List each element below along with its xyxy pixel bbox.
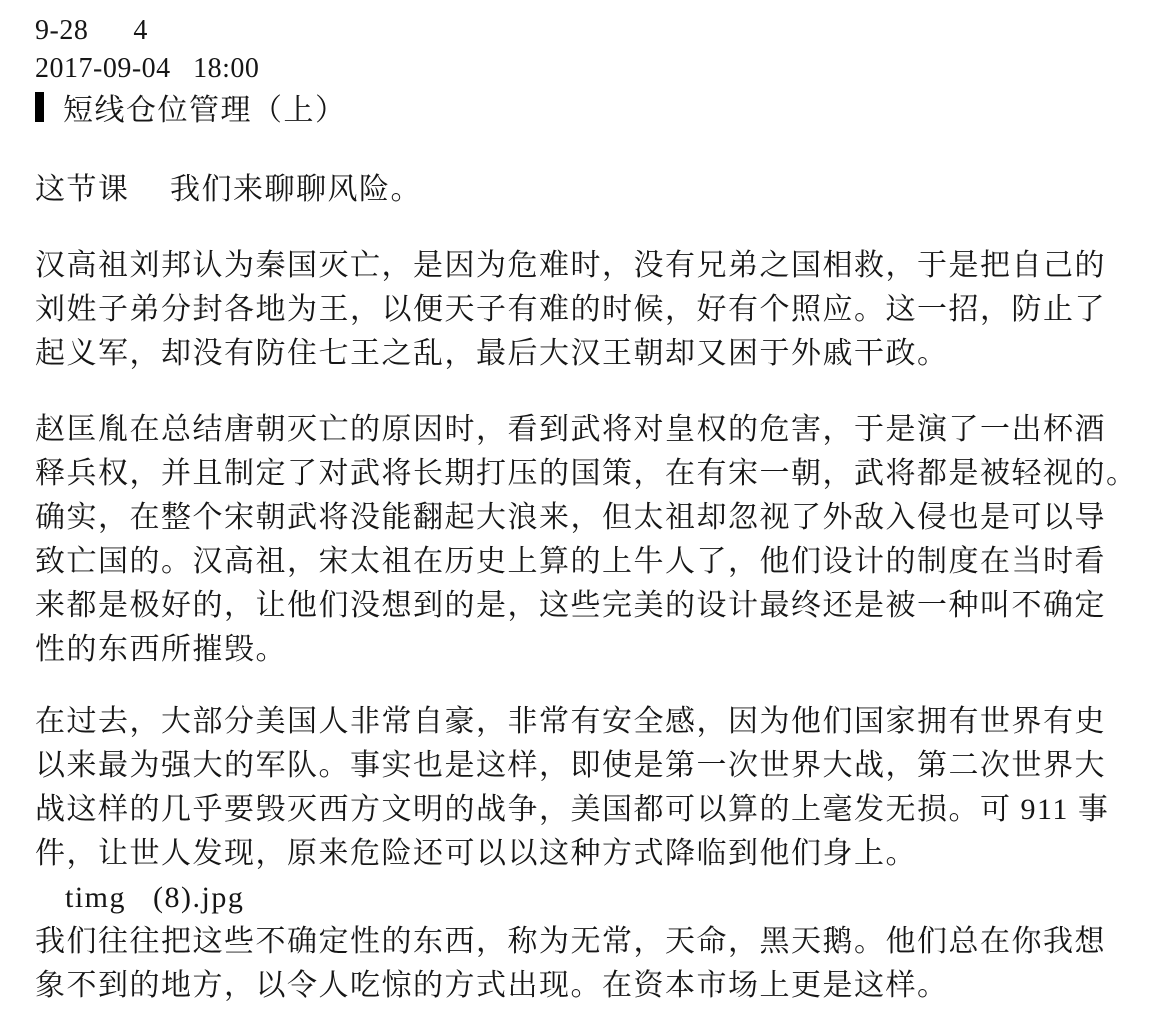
paragraph-line: 汉高祖刘邦认为秦国灭亡，是因为危难时，没有兄弟之国相救，于是把自己的 — [35, 249, 1106, 282]
paragraph-line: 释兵权，并且制定了对武将长期打压的国策，在有宋一朝，武将都是被轻视的。 — [35, 457, 1138, 490]
paragraph-line: 起义军，却没有防住七王之乱，最后大汉王朝却又困于外戚干政。 — [35, 337, 949, 370]
spacer — [35, 376, 1147, 408]
paragraph — [35, 920, 1147, 1008]
paragraph-line: 我们往往把这些不确定性的东西，称为无常，天命，黑天鹅。他们总在你我想 — [35, 925, 1106, 958]
paragraph — [35, 700, 1147, 876]
paragraph-line: 确实，在整个宋朝武将没能翻起大浪来，但太祖却忽视了外敌入侵也是可以导 — [35, 501, 1106, 534]
paragraph-line: 以来最为强大的军队。事实也是这样，即使是第一次世界大战，第二次世界大 — [35, 749, 1106, 782]
paragraph-line: 件，让世人发现，原来危险还可以以这种方式降临到他们身上。 — [35, 837, 917, 870]
paragraph-line: 赵匡胤在总结唐朝灭亡的原因时，看到武将对皇权的危害，于是演了一出杯酒 — [35, 413, 1106, 446]
title-marker-bar — [35, 92, 44, 122]
section-title-row — [35, 88, 1147, 126]
paragraph — [35, 244, 1147, 376]
paragraph — [35, 408, 1147, 672]
paragraph-line: 象不到的地方，以令人吃惊的方式出现。在资本市场上更是这样。 — [35, 969, 949, 1002]
image-filename: timg (8).jpg — [65, 881, 245, 914]
paragraph-line: 战这样的几乎要毁灭西方文明的战争，美国都可以算的上毫发无损。可 911 事 — [35, 793, 1110, 826]
paragraph-line: 性的东西所摧毁。 — [35, 633, 287, 666]
spacer — [35, 212, 1147, 244]
paragraph-line: 刘姓子弟分封各地为王，以便天子有难的时候，好有个照应。这一招，防止了 — [35, 293, 1106, 326]
paragraph-line: 在过去，大部分美国人非常自豪，非常有安全感，因为他们国家拥有世界有史 — [35, 705, 1106, 738]
spacer — [35, 672, 1147, 700]
paragraph-line: 致亡国的。汉高祖，宋太祖在历史上算的上牛人了，他们设计的制度在当时看 — [35, 545, 1106, 578]
paragraph-line: 来都是极好的，让他们没想到的是，这些完美的设计最终还是被一种叫不确定 — [35, 589, 1106, 622]
meta-timestamp: 2017-09-04 18:00 — [35, 53, 260, 84]
spacer — [35, 126, 1147, 168]
page-title: 短线仓位管理（上） — [63, 94, 347, 127]
intro-line: 这节课 我们来聊聊风险。 — [35, 173, 422, 206]
meta-date-count: 9-28 4 — [35, 15, 148, 46]
